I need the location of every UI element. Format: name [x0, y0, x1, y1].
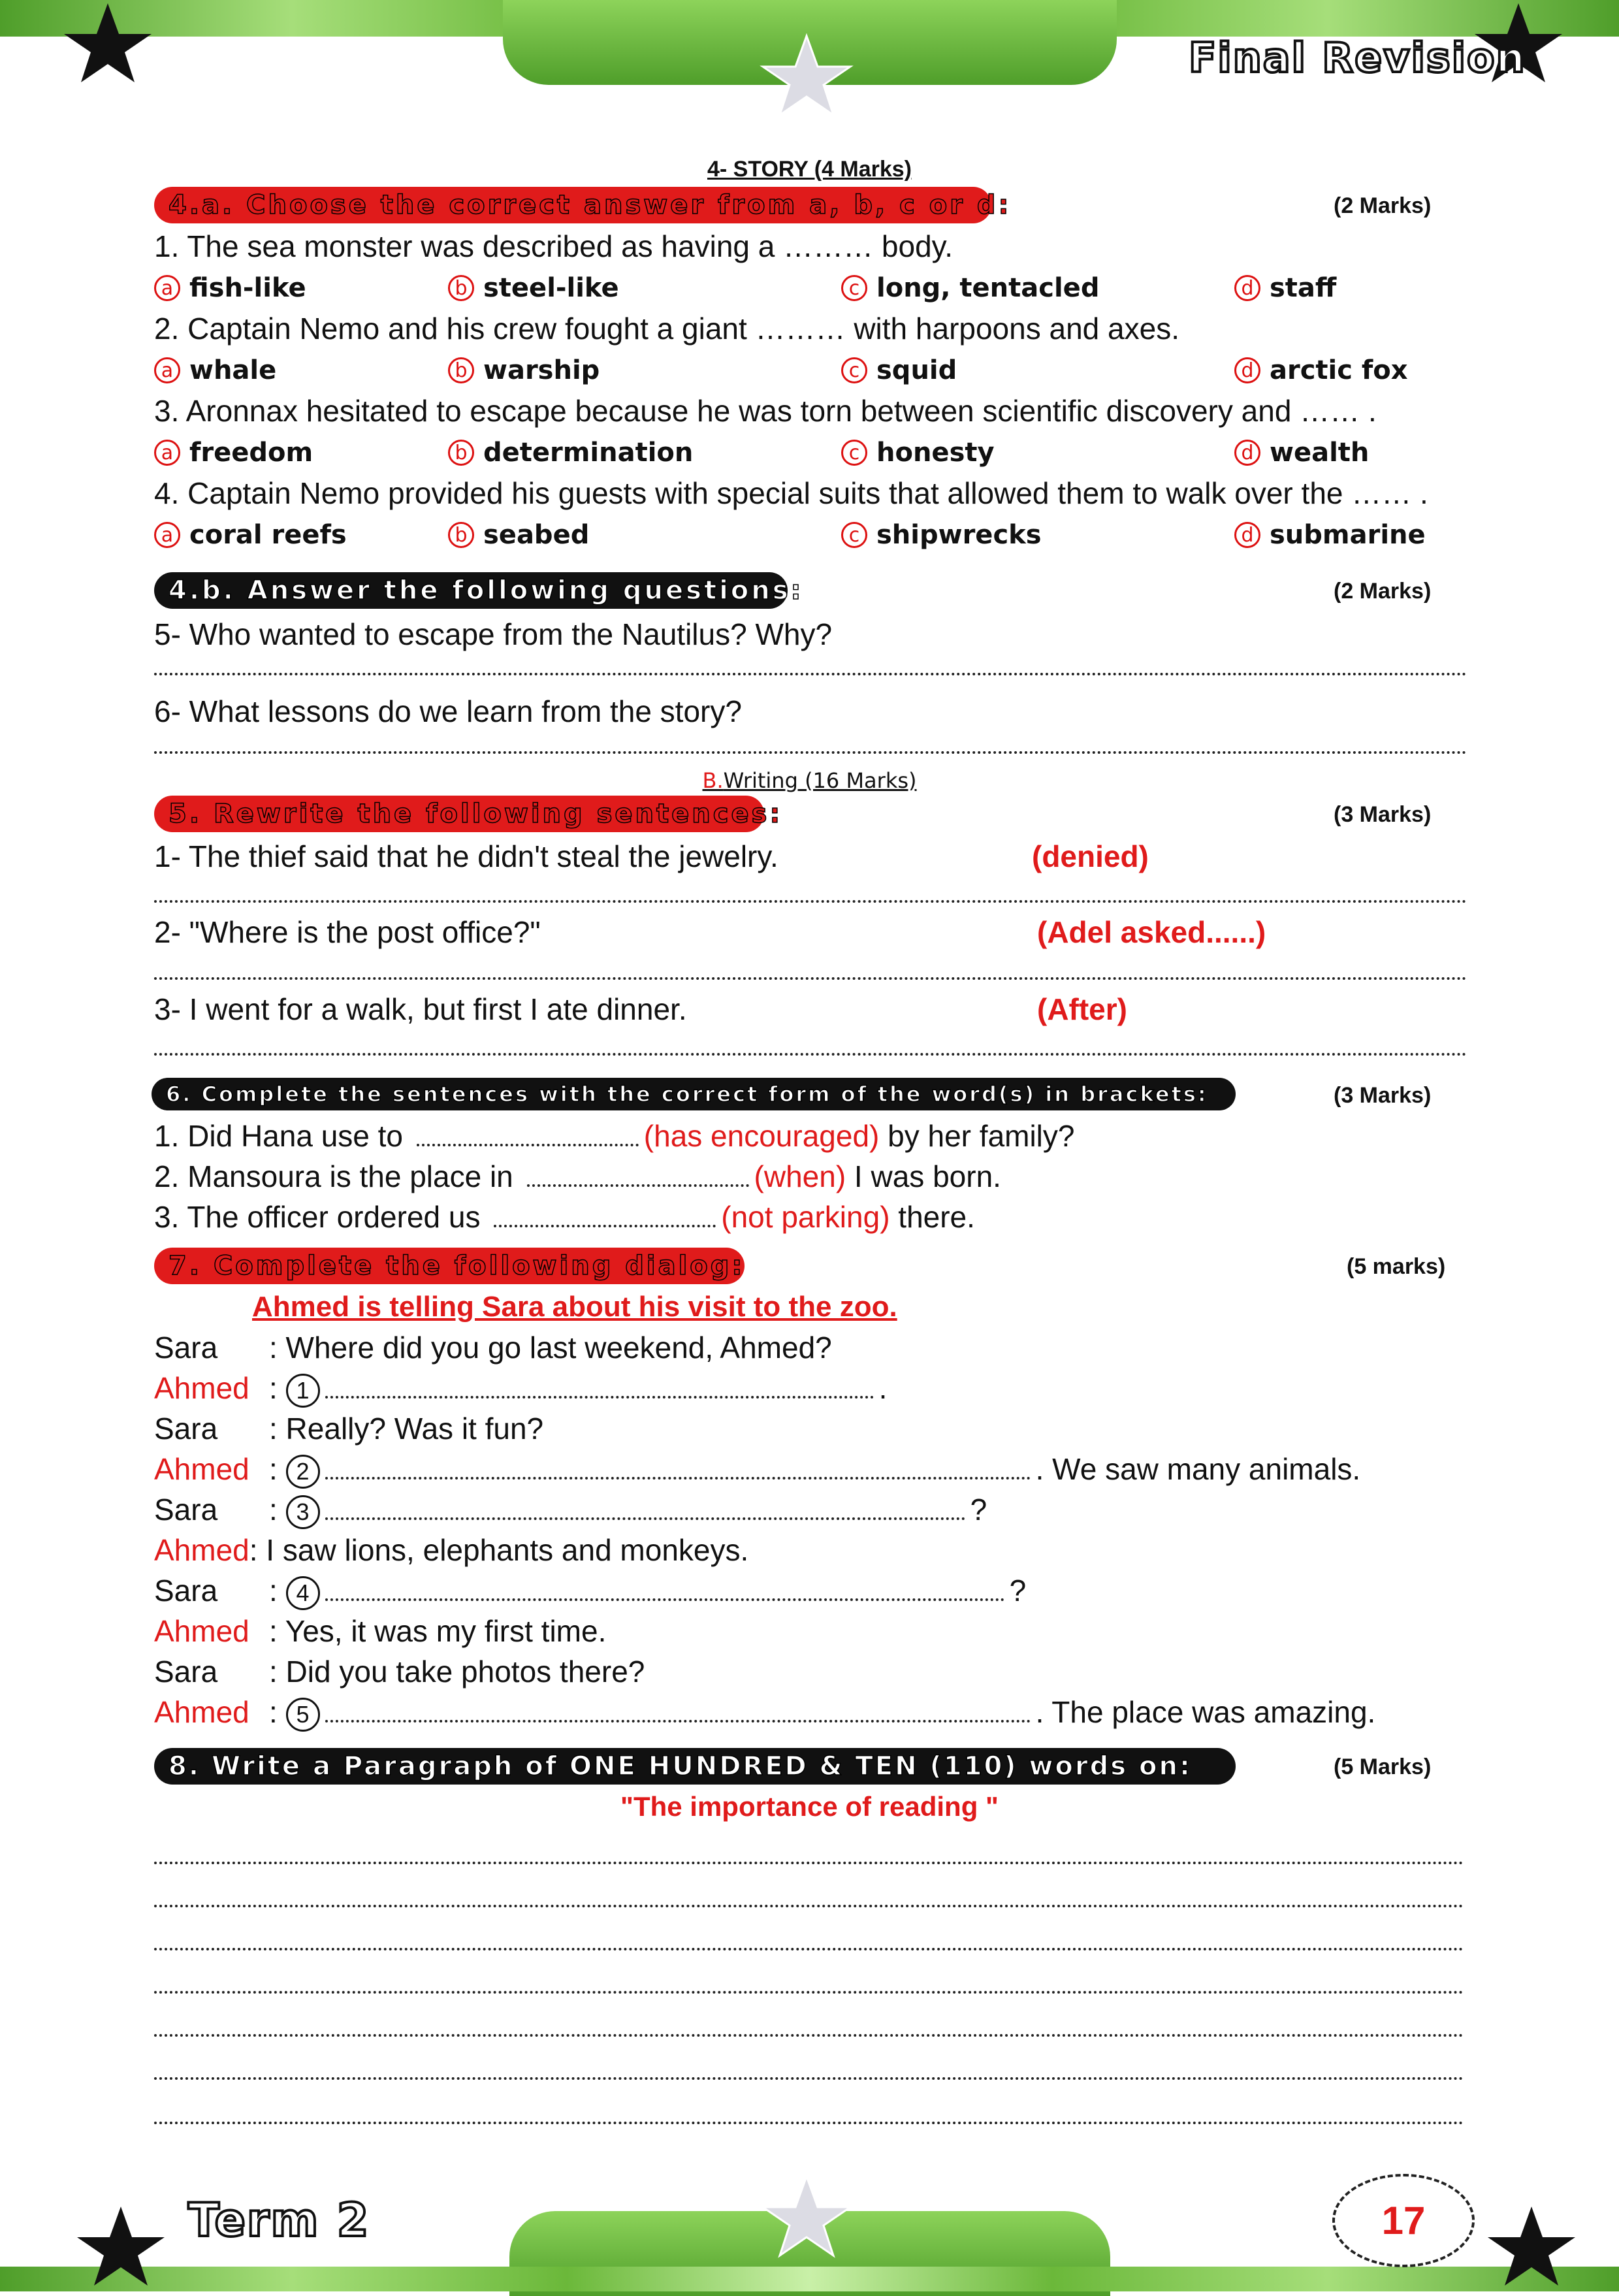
option-1b[interactable]: b steel-like — [448, 273, 619, 303]
star-icon — [59, 0, 157, 85]
dialog-line-sara-2: Sara : Really? Was it fun? — [154, 1412, 544, 1446]
footer-band — [0, 2267, 1619, 2291]
dialog-blank-1[interactable] — [325, 1396, 874, 1399]
star-icon — [758, 2170, 856, 2261]
dialog-line-ahmed-3: Ahmed: I saw lions, elephants and monkeys. — [154, 1533, 749, 1567]
option-3d[interactable]: d wealth — [1234, 438, 1369, 468]
dialog-blank-5[interactable] — [325, 1720, 1031, 1722]
rewrite-sentence-2: 2- "Where is the post office?" — [154, 915, 541, 949]
dialog-blank-2[interactable] — [325, 1477, 1031, 1479]
header-title: Final Revision — [1189, 34, 1526, 82]
section-7-title: 7. Complete the following dialog: — [154, 1248, 745, 1284]
complete-sentence-3: 3. The officer ordered us (not parking) there. — [154, 1200, 975, 1234]
circled-letter-icon: b — [448, 357, 474, 383]
paragraph-topic: "The importance of reading " — [620, 1791, 999, 1822]
option-4b[interactable]: b seabed — [448, 520, 589, 550]
circled-number-icon: 4 — [286, 1576, 320, 1610]
circled-letter-icon: d — [1234, 357, 1260, 383]
star-icon — [1483, 2200, 1580, 2291]
blank-1[interactable] — [417, 1144, 639, 1146]
option-2d[interactable]: d arctic fox — [1234, 355, 1408, 385]
circled-letter-icon: c — [841, 440, 867, 466]
page-number: 17 — [1332, 2174, 1475, 2267]
option-4d[interactable]: d submarine — [1234, 520, 1426, 550]
paragraph-line[interactable] — [154, 1948, 1464, 1950]
section-7-marks: (5 marks) — [1347, 1254, 1446, 1279]
dialog-line-sara-1: Sara : Where did you go last weekend, Ahmed? — [154, 1331, 832, 1365]
story-heading: 4- STORY (4 Marks) — [707, 157, 912, 182]
circled-number-icon: 5 — [286, 1698, 320, 1732]
footer-term: Term 2 — [188, 2193, 370, 2247]
writing-heading: B.Writing (16 Marks) — [702, 768, 917, 793]
star-icon — [758, 26, 856, 124]
complete-sentence-1: 1. Did Hana use to (has encouraged) by her family? — [154, 1119, 1075, 1153]
paragraph-line[interactable] — [154, 1991, 1464, 1994]
rewrite-hint-1: (denied) — [1032, 839, 1149, 873]
option-4a[interactable]: a coral reefs — [154, 520, 347, 550]
answer-line-rewrite-2[interactable] — [154, 977, 1467, 980]
circled-letter-icon: b — [448, 440, 474, 466]
dialog-line-ahmed-2: Ahmed : 2 . We saw many animals. — [154, 1451, 1360, 1489]
circled-letter-icon: c — [841, 275, 867, 301]
section-4b-title: 4.b. Answer the following questions: — [154, 572, 788, 609]
question-6: 6- What lessons do we learn from the story? — [154, 694, 742, 728]
dialog-situation: Ahmed is telling Sara about his visit to the zoo. — [252, 1291, 897, 1323]
circled-number-icon: 3 — [286, 1495, 320, 1529]
mcq-question-2: 2. Captain Nemo and his crew fought a giant ……… with harpoons and axes. — [154, 312, 1179, 346]
circled-letter-icon: a — [154, 522, 180, 548]
circled-letter-icon: b — [448, 275, 474, 301]
option-3a[interactable]: a freedom — [154, 438, 313, 468]
circled-letter-icon: d — [1234, 440, 1260, 466]
circled-letter-icon: a — [154, 275, 180, 301]
paragraph-line[interactable] — [154, 1862, 1464, 1864]
dialog-blank-4[interactable] — [325, 1598, 1004, 1601]
paragraph-line[interactable] — [154, 2122, 1464, 2124]
circled-letter-icon: a — [154, 440, 180, 466]
section-5-title: 5. Rewrite the following sentences: — [154, 796, 764, 832]
circled-letter-icon: d — [1234, 522, 1260, 548]
mcq-question-3: 3. Aronnax hesitated to escape because he was torn between scientific discovery and …… . — [154, 394, 1377, 428]
rewrite-hint-3: (After) — [1037, 992, 1127, 1026]
mcq-question-1: 1. The sea monster was described as having a ……… body. — [154, 229, 954, 263]
section-4a-title: 4.a. Choose the correct answer from a, b, c or d: — [154, 187, 991, 223]
option-1c[interactable]: c long, tentacled — [841, 273, 1099, 303]
section-6-title: 6. Complete the sentences with the correct form of the word(s) in brackets: — [152, 1078, 1236, 1110]
circled-letter-icon: a — [154, 357, 180, 383]
question-5: 5- Who wanted to escape from the Nautilus? Why? — [154, 617, 833, 651]
section-4b-marks: (2 Marks) — [1334, 579, 1432, 604]
section-8-title: 8. Write a Paragraph of ONE HUNDRED & TEN (110) words on: — [154, 1748, 1236, 1785]
rewrite-sentence-1: 1- The thief said that he didn't steal the jewelry. — [154, 839, 778, 873]
section-4a-marks: (2 Marks) — [1334, 193, 1432, 218]
circled-number-icon: 2 — [286, 1455, 320, 1489]
answer-line-6[interactable] — [154, 751, 1467, 754]
section-8-marks: (5 Marks) — [1334, 1754, 1432, 1779]
circled-number-icon: 1 — [286, 1374, 320, 1408]
paragraph-line[interactable] — [154, 1905, 1464, 1907]
rewrite-sentence-3: 3- I went for a walk, but first I ate dinner. — [154, 992, 687, 1026]
paragraph-line[interactable] — [154, 2077, 1464, 2080]
option-2b[interactable]: b warship — [448, 355, 600, 385]
dialog-line-ahmed-5: Ahmed : 5 . The place was amazing. — [154, 1694, 1375, 1732]
dialog-line-ahmed-1: Ahmed : 1 . — [154, 1370, 887, 1408]
option-3b[interactable]: b determination — [448, 438, 693, 468]
dialog-blank-3[interactable] — [325, 1517, 965, 1520]
section-5-marks: (3 Marks) — [1334, 802, 1432, 827]
circled-letter-icon: b — [448, 522, 474, 548]
dialog-line-sara-5: Sara : Did you take photos there? — [154, 1655, 645, 1689]
option-1a[interactable]: a fish-like — [154, 273, 306, 303]
rewrite-hint-2: (Adel asked......) — [1037, 915, 1266, 949]
option-2a[interactable]: a whale — [154, 355, 276, 385]
answer-line-rewrite-1[interactable] — [154, 900, 1467, 903]
dialog-line-sara-3: Sara : 3 ? — [154, 1492, 987, 1529]
option-3c[interactable]: c honesty — [841, 438, 995, 468]
circled-letter-icon: c — [841, 357, 867, 383]
dialog-line-ahmed-4: Ahmed : Yes, it was my first time. — [154, 1614, 607, 1648]
option-4c[interactable]: c shipwrecks — [841, 520, 1042, 550]
blank-2[interactable] — [527, 1184, 749, 1187]
circled-letter-icon: c — [841, 522, 867, 548]
blank-3[interactable] — [494, 1225, 716, 1227]
dialog-line-sara-4: Sara : 4 ? — [154, 1573, 1026, 1610]
mcq-question-4: 4. Captain Nemo provided his guests with special suits that allowed them to walk over the …… . — [154, 476, 1428, 510]
section-6-marks: (3 Marks) — [1334, 1083, 1432, 1108]
star-icon — [72, 2200, 170, 2291]
option-2c[interactable]: c squid — [841, 355, 957, 385]
option-1d[interactable]: d staff — [1234, 273, 1336, 303]
complete-sentence-2: 2. Mansoura is the place in (when) I was born. — [154, 1159, 1001, 1193]
circled-letter-icon: d — [1234, 275, 1260, 301]
answer-line-rewrite-3[interactable] — [154, 1053, 1467, 1056]
paragraph-line[interactable] — [154, 2034, 1464, 2037]
answer-line-5[interactable] — [154, 673, 1467, 675]
